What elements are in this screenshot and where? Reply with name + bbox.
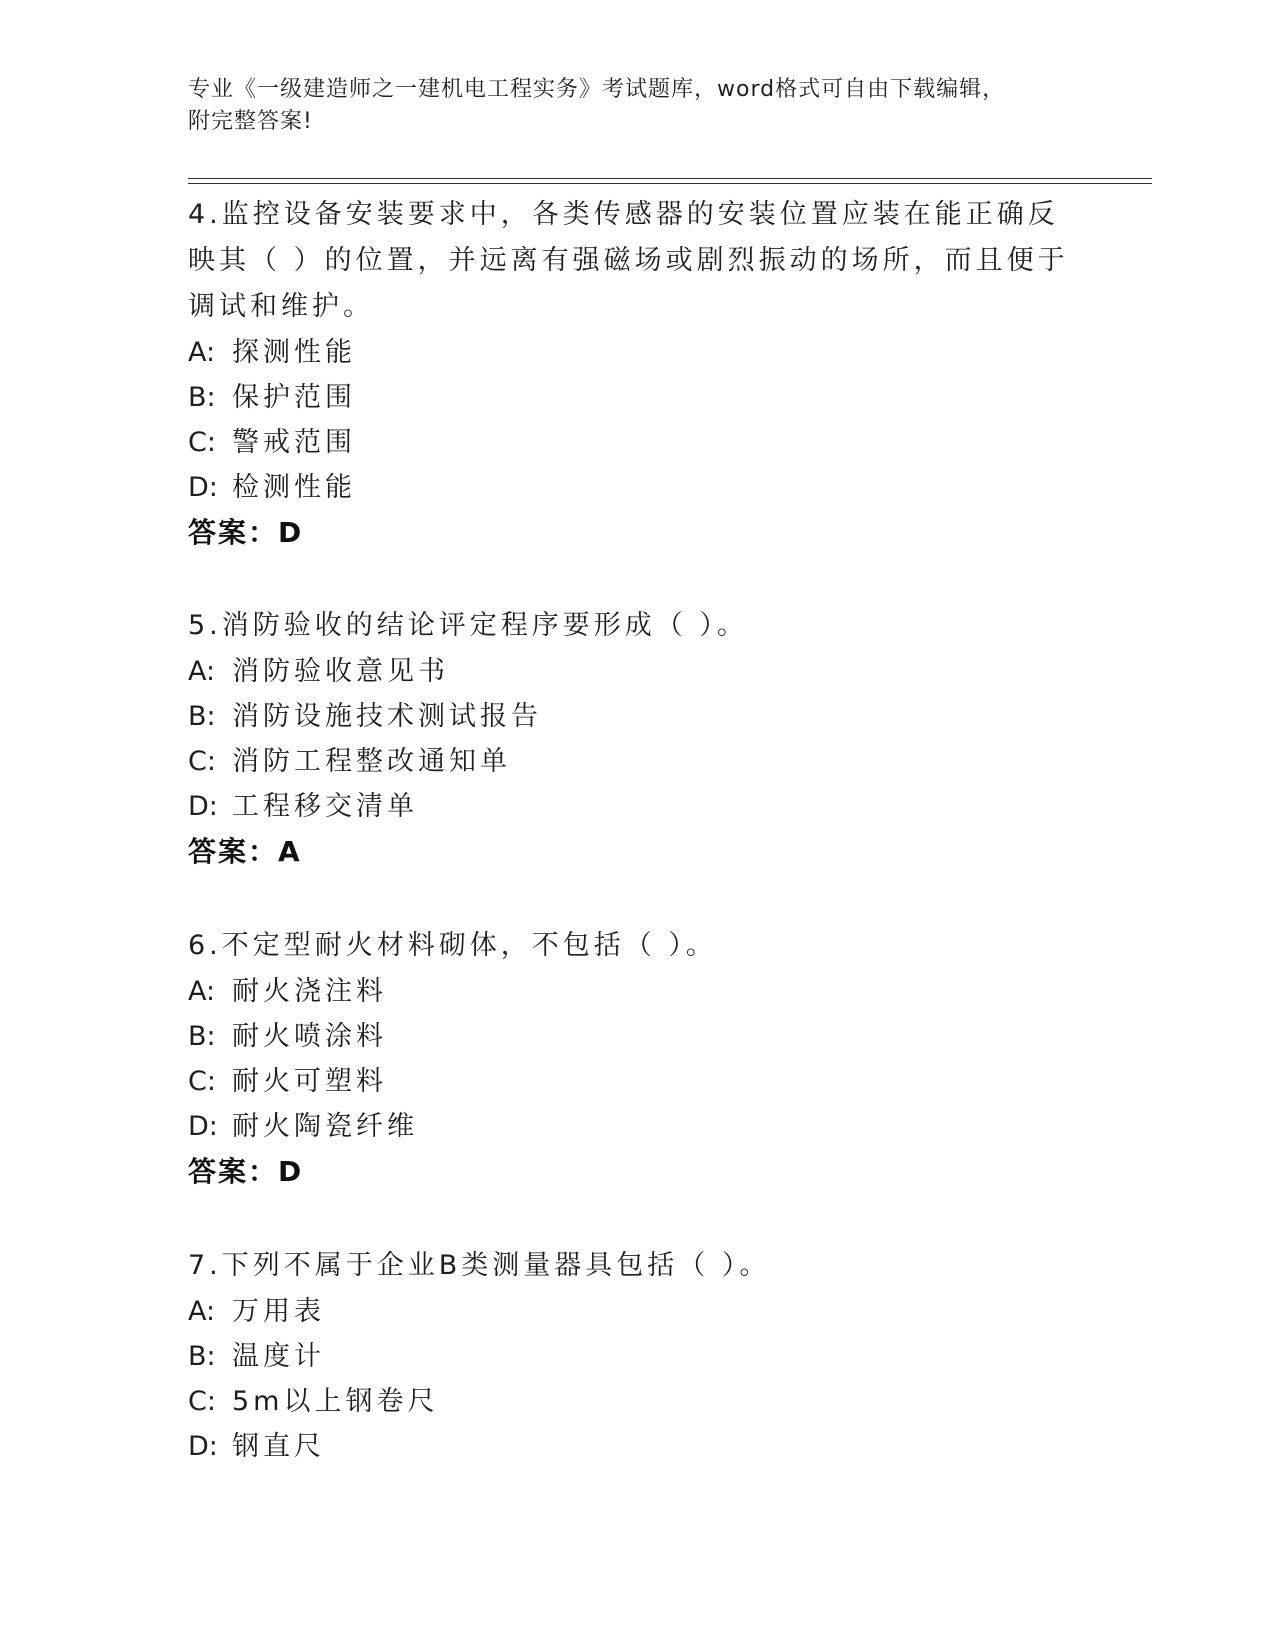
question-6 (188, 923, 1088, 1195)
question-4 (188, 192, 1088, 556)
option-a (188, 649, 1088, 694)
option-key: C: (188, 746, 216, 777)
option-key: B: (188, 701, 216, 732)
question-7 (188, 1243, 1088, 1469)
option-text: 万用表 (232, 1296, 325, 1327)
answer-value: A (278, 835, 300, 868)
option-text: 5m以上钢卷尺 (232, 1386, 439, 1417)
option-key: C: (188, 427, 216, 458)
option-b (188, 1334, 1088, 1379)
option-text: 温度计 (232, 1341, 325, 1372)
option-a (188, 969, 1088, 1014)
header-line-1: 专业《一级建造师之一建机电工程实务》考试题库，word格式可自由下载编辑， (188, 77, 1006, 102)
header-divider-bottom (188, 183, 1152, 184)
option-key: A: (188, 976, 216, 1007)
option-b (188, 694, 1088, 739)
answer-line (188, 829, 1088, 875)
question-stem: 7.下列不属于企业B类测量器具包括（ ）。 (188, 1250, 771, 1281)
option-a (188, 330, 1088, 375)
option-c (188, 420, 1088, 465)
option-text: 耐火浇注料 (232, 976, 387, 1007)
option-key: B: (188, 1341, 216, 1372)
answer-label: 答案： (188, 1155, 279, 1188)
option-text: 耐火陶瓷纤维 (232, 1111, 418, 1142)
option-text: 保护范围 (232, 382, 356, 413)
header-divider-top (188, 178, 1152, 179)
option-key: A: (188, 337, 216, 368)
option-c (188, 739, 1088, 784)
option-key: C: (188, 1066, 216, 1097)
option-key: A: (188, 656, 216, 687)
answer-line (188, 510, 1088, 556)
header-line-2: 附完整答案! (188, 109, 313, 134)
option-d (188, 465, 1088, 510)
answer-line (188, 1149, 1088, 1195)
option-c (188, 1059, 1088, 1104)
option-text: 探测性能 (232, 337, 356, 368)
question-stem: 6.不定型耐火材料砌体，不包括（ ）。 (188, 930, 717, 961)
option-key: A: (188, 1296, 216, 1327)
option-a (188, 1289, 1088, 1334)
question-stem: 5.消防验收的结论评定程序要形成（ ）。 (188, 610, 748, 641)
option-text: 耐火喷涂料 (232, 1021, 387, 1052)
option-text: 消防设施技术测试报告 (232, 701, 542, 732)
answer-value: D (278, 516, 302, 549)
option-key: D: (188, 1431, 218, 1462)
option-d (188, 1104, 1088, 1149)
option-d (188, 784, 1088, 829)
option-text: 钢直尺 (232, 1431, 325, 1462)
document-header (188, 74, 1088, 138)
option-text: 警戒范围 (232, 427, 356, 458)
option-key: B: (188, 1021, 216, 1052)
option-text: 检测性能 (232, 472, 356, 503)
option-key: B: (188, 382, 216, 413)
answer-label: 答案： (188, 835, 279, 868)
question-stem: 4.监控设备安装要求中，各类传感器的安装位置应装在能正确反映其（ ）的位置，并远离有强磁场或剧烈振动的场所，而且便于调试和维护。 (188, 199, 1069, 322)
option-text: 工程移交清单 (232, 791, 418, 822)
option-key: C: (188, 1386, 216, 1417)
option-b (188, 1014, 1088, 1059)
option-d (188, 1424, 1088, 1469)
question-5 (188, 603, 1088, 875)
option-text: 消防验收意见书 (232, 656, 449, 687)
answer-label: 答案： (188, 516, 279, 549)
option-key: D: (188, 1111, 218, 1142)
option-c (188, 1379, 1088, 1424)
option-key: D: (188, 472, 218, 503)
option-b (188, 375, 1088, 420)
option-text: 耐火可塑料 (232, 1066, 387, 1097)
option-key: D: (188, 791, 218, 822)
answer-value: D (278, 1155, 302, 1188)
option-text: 消防工程整改通知单 (232, 746, 511, 777)
